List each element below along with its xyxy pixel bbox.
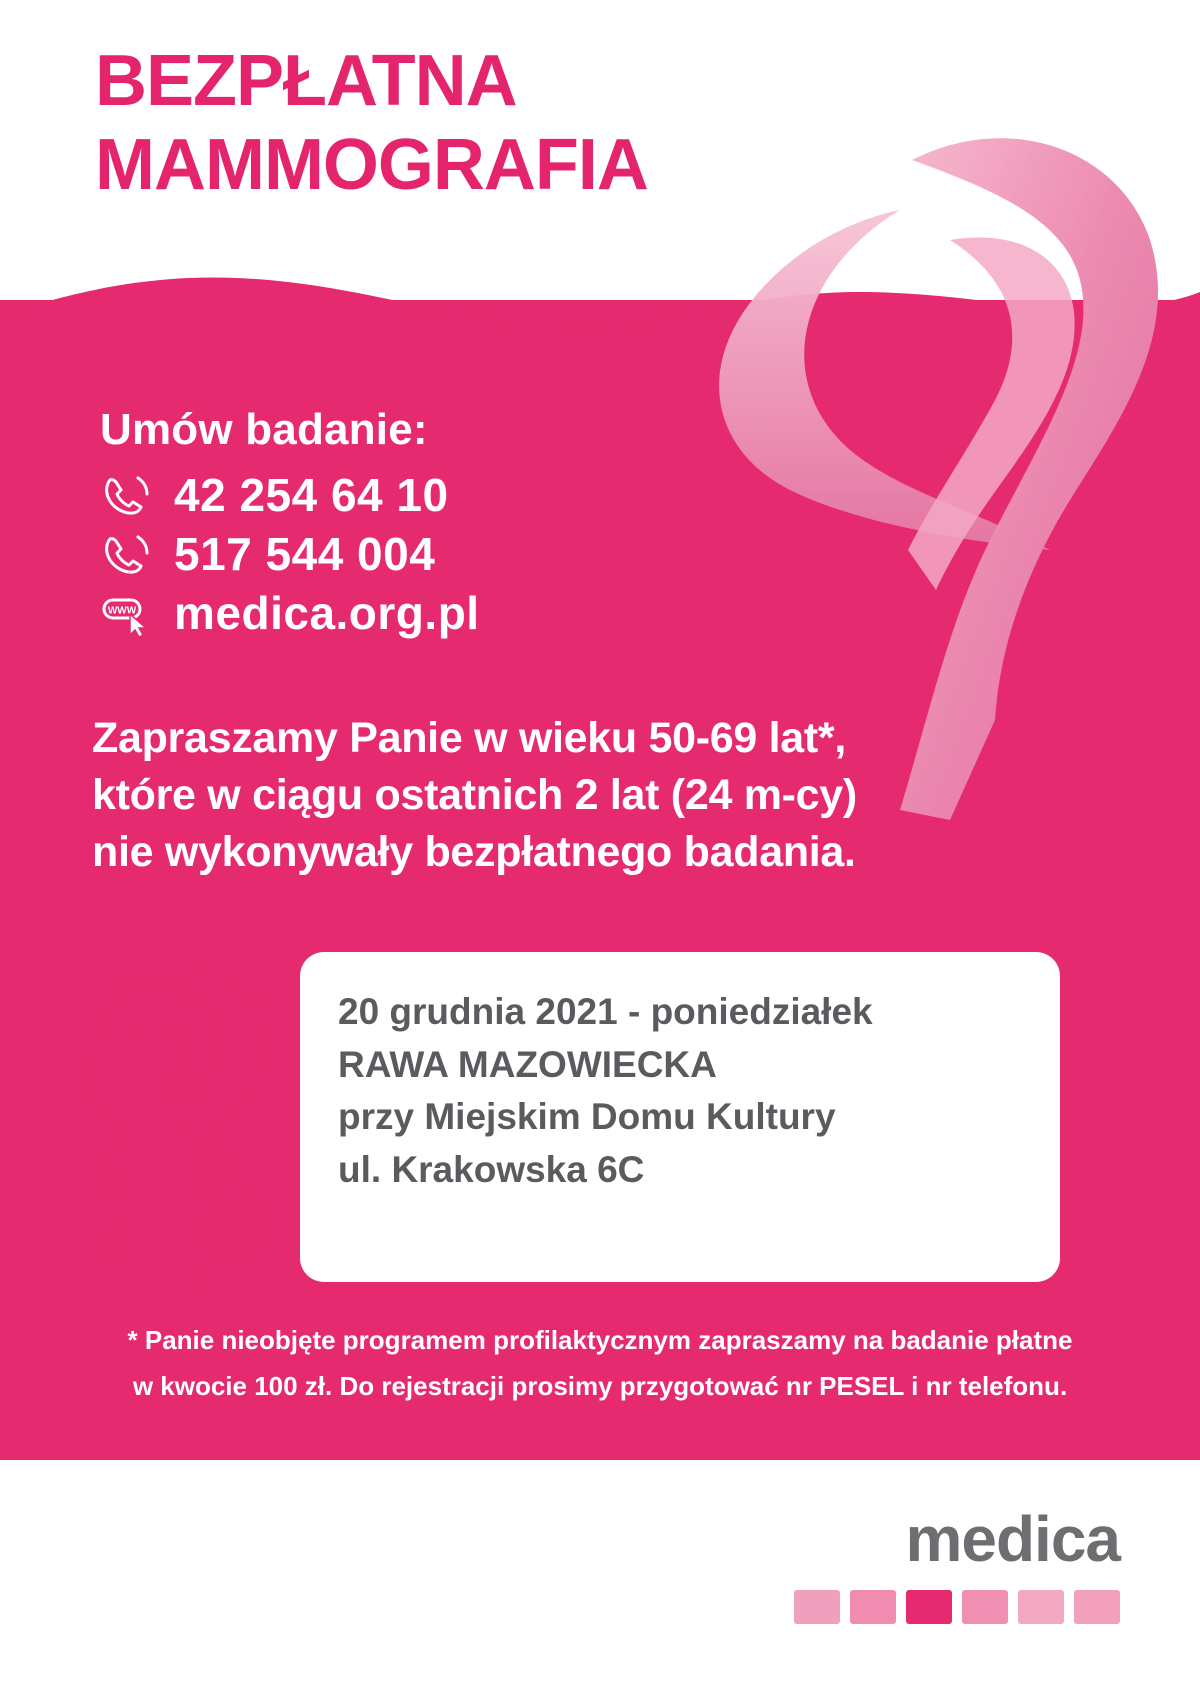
event-date: 20 grudnia 2021 - poniedziałek (338, 991, 873, 1032)
page-title-line-1: BEZPŁATNA (95, 41, 517, 121)
footnote-line-2: w kwocie 100 zł. Do rejestracji prosimy przygotować nr PESEL i nr telefonu. (132, 1370, 1068, 1401)
page-title (95, 41, 855, 205)
logo-square-3 (906, 1590, 952, 1624)
phone-icon (100, 531, 152, 577)
invitation-line-2: które w ciągu ostatnich 2 lat (24 m-cy) (92, 771, 857, 820)
contact-row-website[interactable] (100, 587, 480, 640)
phone-number-2: 517 544 004 (174, 527, 436, 580)
footnote-text (80, 1318, 1120, 1409)
event-info-card (300, 952, 1060, 1282)
website-url: medica.org.pl (174, 586, 480, 639)
svg-text:WWW: WWW (107, 605, 137, 617)
medica-logo-text: medica (905, 1503, 1120, 1575)
logo-square-2 (850, 1590, 896, 1624)
logo-square-6 (1074, 1590, 1120, 1624)
logo-square-4 (962, 1590, 1008, 1624)
contact-title: Umów badanie: (100, 405, 428, 454)
contact-row-phone-1[interactable] (100, 469, 480, 522)
contact-block (100, 405, 480, 646)
invitation-line-1: Zapraszamy Panie w wieku 50-69 lat*, (92, 714, 847, 762)
event-address: ul. Krakowska 6C (338, 1148, 645, 1190)
phone-icon (100, 472, 152, 518)
event-city: RAWA MAZOWIECKA (338, 1043, 717, 1085)
invitation-line-3: nie wykonywały bezpłatnego badania. (92, 828, 856, 877)
phone-number-1: 42 254 64 10 (174, 469, 449, 521)
contact-row-phone-2[interactable] (100, 528, 480, 581)
www-cursor-icon (100, 590, 152, 636)
medica-logo-squares (794, 1590, 1120, 1624)
wave-divider-shape (0, 258, 1200, 378)
event-place: przy Miejskim Domu Kultury (338, 1096, 836, 1138)
footnote-line-1: * Panie nieobjęte programem profilaktycznym zapraszamy na badanie płatne (127, 1325, 1073, 1355)
woman-illustration-icon (40, 935, 340, 1295)
logo-square-1 (794, 1590, 840, 1624)
page-title-line-2: MAMMOGRAFIA (95, 125, 648, 205)
invitation-text (92, 710, 1122, 882)
logo-square-5 (1018, 1590, 1064, 1624)
